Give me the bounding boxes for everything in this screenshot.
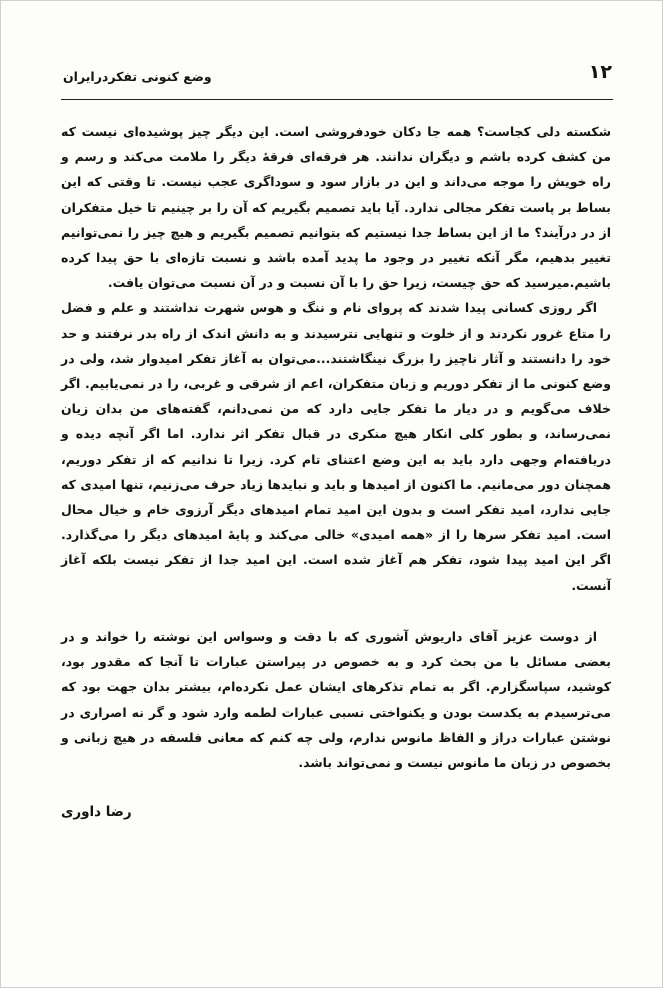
main-text-block: [61, 119, 611, 598]
page-number: ۱۲: [588, 61, 612, 83]
page-header: [63, 61, 612, 99]
header-divider: [61, 99, 613, 100]
acknowledgement-block: [61, 624, 611, 775]
paragraph-3: از دوست عزیز آقای داریوش آشوری که با دقت و وسواس این نوشته را خواند و در بعضی مسائل با من بحث کرد و به خصوص در پیراستن عبارات تا آنجا که مقدور بود، کوشید، سپاسگزارم. اگر به تمام تذکرهای ایشان عمل نکرده‌ام، بیشتر بدان جهت بود که می‌ترسیدم به یکدست بودن و یکنواختی نسبی عبارات لطمه وارد شود و گر نه اصراری در نوشتن عبارات دراز و الفاظ مانوس ندارم، ولی چه کنم که معانی فلسفه در هیچ زبانی و بخصوص در زبان ما مانوس نیست و نمی‌تواند باشد.: [61, 629, 611, 771]
running-title: وضع کنونی تفکردرایران: [63, 69, 212, 84]
paragraph-1: شکسته دلی کجاست؟ همه جا دکان خودفروشی است. این دیگر چیز پوشیده‌ای نیست که من کشف کرده باشم و دیگران ندانند. هر فرقه‌ای فرقهٔ دیگر را ملامت می‌کند و رسم و راه خویش را موجه می‌داند و این در بازار سود و سوداگری عجب نیست. تا وقتی که این بساط بر پاست تفکر مجالی ندارد. آیا باید تصمیم بگیریم که آن را بر چینیم تا خیل متفکران از در درآیند؟ ما از این بساط جدا نیستیم که بتوانیم تصمیم بگیریم و هیچ چیز را نمی‌توانیم تغییر بدهیم، مگر آنکه تغییر در وجود ما پدید آمده باشد و نسبت تازه‌ای با حق پیدا کرده باشیم.میرسید که حق چیست، زیرا حق را با آن نسبت و در آن نسبت می‌توان یافت.: [61, 124, 611, 291]
author-signature: رضا داوری: [61, 804, 132, 820]
paragraph-2: اگر روزی کسانی پیدا شدند که پروای نام و ننگ و هوس شهرت نداشتند و علم و فضل را متاع غرور نکردند و از خلوت و تنهایی نترسیدند و به دانش اندک از راه بدر نرفتند و حد خود را دانستند و آثار ناچیز را بزرگ نینگاشتند...می‌توان به آغاز تفکر امیدوار شد، ولی در وضع کنونی ما از تفکر دوریم و زبان متفکران، اعم از شرقی و غربی، را در نمی‌یابیم. اگر خلاف می‌گویم و در دیار ما تفکر جایی دارد که من نمی‌دانم، گفته‌های من بدان زیان نمی‌رساند، و بطور کلی انکار هیچ منکری در قبال تفکر اثر ندارد. اما اگر آنچه دیده و دریافته‌ام وجهی دارد باید به این وضع اعتنای تام کرد. زیرا تا ندانیم که از تفکر دوریم، همچنان دور می‌مانیم. ما اکنون از امیدها و باید و نبایدها زیاد حرف می‌زنیم، تنها امیدی که جایی ندارد، امید تفکر است و بدون این امید تمام امیدهای دیگر آرزوی خام و خیال محال است. امید تفکر سرها را از «همه امیدی» خالی می‌کند و پایهٔ امیدهای دیگر را می‌گذارد. اگر این امید پیدا شود، تفکر هم آغاز شده است. این امید جدا از تفکر نیست بلکه آغاز آنست.: [61, 300, 611, 593]
